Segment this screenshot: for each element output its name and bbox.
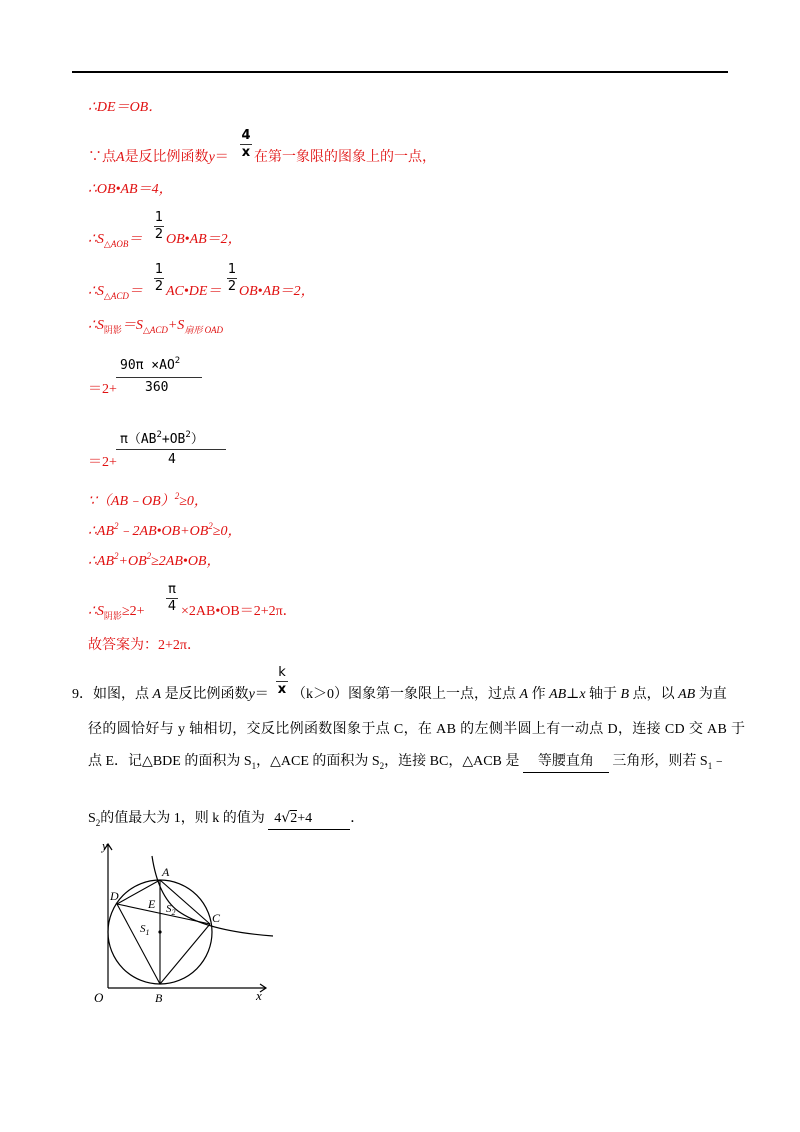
subscript: 扇形 OAD [184, 325, 224, 335]
text: ∵点 [88, 150, 116, 165]
superscript: 2 [114, 521, 119, 531]
label-A: A [162, 865, 170, 879]
text: ） [190, 432, 204, 447]
question-line-4 [88, 808, 364, 830]
text: ＝ [128, 284, 143, 299]
text: AB⊥x [549, 687, 586, 702]
subscript: △ACD [103, 291, 129, 301]
answer-blank-2 [268, 808, 350, 830]
question-line-1 [72, 685, 269, 705]
fraction-denominator [145, 380, 168, 395]
text: ∴DE＝OB． [88, 100, 163, 115]
solution-line-12 [88, 602, 145, 622]
solution-line-4 [88, 230, 142, 250]
fraction-k-over-x [276, 665, 288, 698]
numerator: 1 [227, 262, 237, 277]
segment-DB [117, 904, 160, 984]
sqrt-icon: √ [281, 810, 291, 826]
text: ，△ACE 的面积为 S [256, 754, 380, 769]
superscript: 2 [185, 430, 191, 440]
text: ∴S [88, 318, 104, 333]
text: （k＞0）图象第一象限上一点，过点 [292, 687, 516, 702]
text: B [620, 687, 630, 702]
label-D: D [110, 889, 119, 903]
text: ＝S [121, 318, 143, 333]
geometry-figure [88, 836, 288, 1012]
text: ≥2AB•OB， [151, 554, 221, 569]
label-C: C [212, 911, 221, 925]
subscript: △AOB [103, 239, 129, 249]
text: 作 [531, 687, 546, 702]
text: ×2AB•OB＝2+2π． [181, 604, 297, 619]
text: ≥0， [179, 494, 208, 509]
text: 是反比例函数 [164, 687, 249, 702]
text: ＝ [254, 687, 269, 702]
text: ∴AB [88, 524, 115, 539]
text: 90π ×AO [120, 358, 175, 373]
solution-line-6 [88, 316, 223, 336]
text: ﹣2AB•OB+OB [118, 524, 209, 539]
text: ＝ [128, 232, 143, 247]
solution-line-8 [88, 453, 117, 473]
text: +S [167, 318, 185, 333]
text: S [140, 923, 146, 935]
fraction-one-half [154, 262, 164, 295]
text: ＝2+ [88, 455, 117, 470]
superscript: 2 [208, 521, 213, 531]
text: 360 [145, 380, 169, 395]
text: A [116, 150, 125, 165]
fraction-4-over-x [240, 128, 252, 161]
header-rule [72, 71, 728, 73]
text: ． [350, 811, 365, 826]
subscript: 阴影 [103, 611, 122, 621]
label-S2 [166, 903, 176, 917]
solution-line-4-tail [166, 230, 242, 250]
text: ＝ [214, 150, 229, 165]
text: ，连接 BC，△ACB 是 [384, 754, 520, 769]
subscript: 1 [251, 761, 257, 771]
denominator: 4 [167, 599, 177, 614]
subscript: 2 [379, 761, 385, 771]
text: AB [678, 687, 696, 702]
superscript: 2 [156, 430, 162, 440]
numerator: π [168, 582, 176, 597]
fraction-numerator [120, 358, 180, 373]
text: +OB [161, 432, 186, 447]
text: ∴OB•AB＝4， [88, 182, 173, 197]
text: 2 [290, 811, 298, 826]
text: ＝2+ [88, 382, 117, 397]
question-line-1-tail [292, 685, 727, 705]
solution-line-2 [88, 148, 229, 168]
text: 故答案为：2+2π． [88, 638, 201, 653]
numerator: 1 [154, 262, 164, 277]
question-line-3 [88, 752, 726, 773]
denominator: x [241, 145, 251, 160]
text: 点 E．记△BDE 的面积为 S [88, 754, 252, 769]
solution-line-9 [88, 492, 208, 512]
label-S1 [140, 923, 150, 937]
subscript: △ACD [142, 325, 168, 335]
superscript: 2 [174, 491, 180, 501]
solution-line-3 [88, 180, 173, 200]
numerator: 1 [154, 210, 164, 225]
fraction-one-half [227, 262, 237, 295]
text: +4 [297, 811, 313, 826]
text: 轴于 [589, 687, 618, 702]
solution-line-5-tail [239, 282, 315, 302]
text: π（AB [120, 432, 157, 447]
text: AC•DE＝ [166, 284, 222, 299]
text: S [88, 811, 96, 826]
text: OB•AB＝2， [239, 284, 315, 299]
numerator: 4 [241, 128, 251, 143]
fraction-one-half [154, 210, 164, 243]
text: 4 [274, 811, 282, 826]
label-E: E [148, 897, 156, 911]
label-x: x [256, 988, 262, 1003]
segment-BC [160, 924, 210, 984]
text: ≥0， [212, 524, 242, 539]
text: ﹣ [712, 754, 727, 769]
denominator: x [277, 682, 287, 697]
text: ≥2+ [121, 604, 145, 619]
label-O: O [94, 990, 104, 1005]
solution-line-7 [88, 380, 117, 400]
fraction-bar [116, 377, 202, 378]
text: y [208, 150, 215, 165]
text: 为直 [698, 687, 727, 702]
subscript: 1 [145, 928, 150, 937]
solution-line-1 [88, 98, 162, 118]
text: ∴AB [88, 554, 115, 569]
denominator: 2 [154, 279, 164, 294]
denominator: 2 [227, 279, 237, 294]
segment-DC [117, 904, 210, 924]
center-dot [158, 930, 161, 933]
text: 三角形，则若 S [612, 754, 708, 769]
denominator: 2 [154, 227, 164, 242]
solution-answer [88, 636, 201, 656]
subscript: 阴影 [103, 325, 122, 335]
solution-line-10 [88, 522, 241, 542]
text: S [166, 903, 172, 915]
text: +OB [118, 554, 147, 569]
fraction-numerator [120, 428, 204, 447]
solution-line-5-mid [166, 282, 221, 302]
solution-line-11 [88, 552, 220, 572]
answer-blank-1: 等腰直角 [523, 752, 609, 773]
text: ∴S [88, 604, 104, 619]
text: 如图，点 [93, 687, 149, 702]
label-B: B [155, 991, 163, 1005]
text: 在第一象限的图象上的一点， [254, 150, 436, 165]
superscript: 2 [146, 551, 152, 561]
text: A [519, 687, 529, 702]
subscript: 2 [95, 818, 101, 828]
solution-line-5 [88, 282, 143, 302]
text: 点，以 [632, 687, 675, 702]
fraction-pi-over-4 [166, 582, 178, 615]
text: 是反比例函数 [124, 150, 209, 165]
label-y: y [102, 838, 108, 853]
superscript: 2 [174, 356, 181, 366]
numerator: k [278, 665, 286, 680]
solution-line-12-tail [181, 602, 297, 622]
text: 径的圆恰好与 y 轴相切，交反比例函数图象于点 C，在 AB 的左侧半圆上有一动点 D，连接 CD 交 AB 于 [88, 722, 746, 737]
fraction-denominator [168, 452, 176, 467]
text: 的值最大为 1，则 k 的值为 [100, 811, 265, 826]
text: y [248, 687, 255, 702]
fraction-bar [116, 449, 226, 450]
text: 4 [168, 452, 176, 467]
solution-line-2-tail [254, 148, 436, 168]
text: ∴S [88, 232, 104, 247]
text: OB•AB＝2， [166, 232, 242, 247]
question-line-2 [88, 720, 745, 740]
superscript: 2 [114, 551, 119, 561]
text: ∵（AB﹣OB） [88, 494, 175, 509]
text: ∴S [88, 284, 104, 299]
question-number: 9． [72, 687, 93, 702]
subscript: 1 [707, 761, 713, 771]
subscript: 2 [171, 908, 176, 917]
text: A [152, 687, 162, 702]
